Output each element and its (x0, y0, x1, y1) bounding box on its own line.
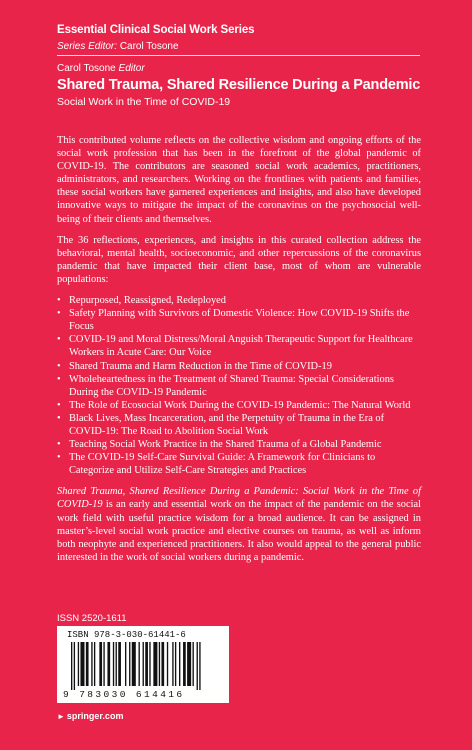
list-item: • Black Lives, Mass Incarceration, and the Perpetuity of Trauma in the Era of COVID-19: The Road to Abolition Social Work (57, 412, 385, 437)
bullet-icon: • (57, 439, 61, 451)
bullet-icon: • (57, 399, 61, 411)
bullet-icon: • (57, 308, 61, 320)
series-editor-name: Carol Tosone (119, 41, 179, 52)
chapter-highlights-list (57, 294, 421, 477)
header-divider (57, 55, 420, 56)
editor-line (57, 63, 145, 74)
publisher-url: springer.com (66, 711, 124, 721)
list-item: • The Role of Ecosocial Work During the COVID-19 Pandemic: The Natural World (57, 399, 411, 411)
list-item: • The COVID-19 Self-Care Survival Guide: A Framework for Clinicians to Categorize and Utilize Self-Care Strategies and Practices (57, 452, 376, 477)
bullet-icon: • (57, 452, 61, 464)
issn: ISSN 2520-1611 (57, 613, 127, 624)
bullet-icon: • (57, 295, 61, 307)
blurb-paragraph-2: The 36 reflections, experiences, and insights in this curated collection address the behavioral, mental health, socioeconomic, and other repercussions of the coronavirus pandemic that have impacted their client base, most of whom are vulnerable populations: (57, 234, 421, 285)
bullet-icon: • (57, 334, 61, 346)
blurb-paragraph-1: This contributed volume reflects on the collective wisdom and ongoing efforts of the social work profession that has been in the forefront of the global pandemic of COVID-19. The contributors are seasoned social work academics, practitioners, administrators, and researchers. Working on the frontlines with patients and families, these social workers have garnered experiences and insights, and also have developed innovative ways to mitigate the impact of the coronavirus on the psychosocial well-being of their clients and themselves. (57, 135, 421, 225)
isbn-barcode (57, 626, 229, 703)
list-item: • Teaching Social Work Practice in the Shared Trauma of a Global Pandemic (57, 439, 382, 451)
arrow-icon: ► (57, 712, 65, 721)
list-item: • Wholeheartedness in the Treatment of Shared Trauma: Special Considerations During the COVID-19 Pandemic (57, 373, 394, 398)
list-item: • Shared Trauma and Harm Reduction in the Time of COVID-19 (57, 360, 332, 372)
barcode-digits: 9 783030 614416 (63, 689, 185, 700)
bullet-icon: • (57, 373, 61, 385)
bullet-icon: • (57, 360, 61, 372)
bullet-icon: • (57, 412, 61, 424)
blurb-paragraph-3: Shared Trauma, Shared Resilience During a Pandemic: Social Work in the Time of COVID-19 is an early and essential work on the impact of the pandemic on the social work field with useful practice wisdom for a broad audience. It can be assigned in master’s-level social work practice and elective courses on trauma, as well as inform both neophyte and experienced practitioners. It also would appeal to the general public interested in the work of social workers during a pandemic. (57, 486, 421, 563)
book-title: Shared Trauma, Shared Resilience During a Pandemic (57, 77, 421, 93)
book-subtitle: Social Work in the Time of COVID-19 (57, 96, 231, 108)
series-editor (57, 41, 179, 52)
series-editor-role: Series Editor: (57, 41, 118, 52)
publisher-link[interactable] (57, 711, 123, 721)
list-item: • Repurposed, Reassigned, Redeployed (57, 295, 226, 307)
editor-name: Carol Tosone (57, 63, 116, 74)
editor-role: Editor (118, 63, 145, 74)
book-title-reference: Shared Trauma, Shared Resilience During a Pandemic: Social Work in the Time of COVID-19 (57, 486, 421, 511)
isbn-label: ISBN 978-3-030-61441-6 (67, 630, 186, 640)
list-item: • Safety Planning with Survivors of Domestic Violence: How COVID-19 Shifts the Focus (57, 308, 410, 333)
series-title: Essential Clinical Social Work Series (57, 24, 255, 36)
blurb (57, 134, 421, 572)
list-item: • COVID-19 and Moral Distress/Moral Anguish Therapeutic Support for Healthcare Workers in Acute Care: Our Voice (57, 334, 413, 359)
